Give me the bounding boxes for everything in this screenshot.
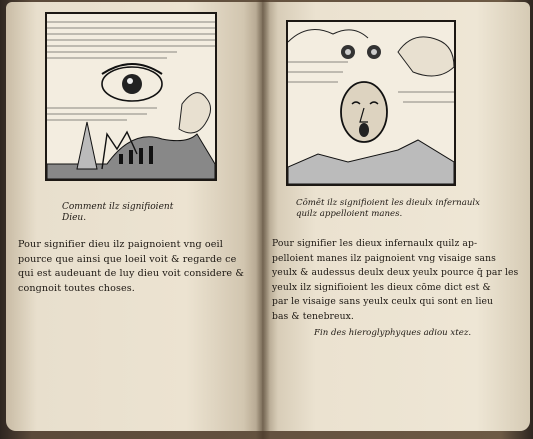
right-paragraph-line: bas & tenebreux. (272, 310, 354, 322)
closing-line: Fin des hieroglyphyques adiou xtez. (314, 328, 472, 338)
left-paragraph-line: pource que ainsi que loeil voit & regarde ce (18, 253, 237, 265)
left-paragraph-line: congnoit toutes choses. (18, 282, 135, 294)
manes-woodcut-illustration (288, 22, 454, 184)
left-page (6, 2, 264, 431)
left-caption-line: Dieu. (62, 213, 87, 223)
right-paragraph-line: par le visaige sans yeulx ceulx qui sont en lieu (272, 296, 494, 308)
right-caption-line: Cōmēt ilz signifioient les dieulx infernaulx (296, 198, 480, 208)
right-paragraph (272, 237, 518, 325)
right-caption (296, 198, 480, 220)
right-paragraph-line: Pour signifier les dieux infernaulx quilz ap- (272, 238, 478, 249)
left-caption-line: Comment ilz signifioient (62, 202, 174, 212)
manes-woodcut (286, 20, 456, 186)
right-caption-line: quilz appelloient manes. (296, 209, 403, 219)
left-caption (62, 202, 173, 224)
right-paragraph-line: yeulx & audessus deulx deux yeulx pource q̃ par les (272, 267, 519, 279)
left-paragraph (18, 238, 244, 296)
left-paragraph-line: Pour signifier dieu ilz paignoient vng oeil (18, 239, 223, 250)
book-gutter (256, 0, 270, 439)
right-page (262, 2, 530, 431)
eye-woodcut-illustration (47, 14, 215, 179)
eye-woodcut (45, 12, 217, 181)
right-paragraph-line: pelloient manes ilz paignoient vng visaige sans (272, 252, 496, 264)
left-paragraph-line: qui est audeuant de luy dieu voit considere & (18, 268, 245, 279)
right-paragraph-line: yeulx ilz signifioient les dieux cōme dict est & (272, 281, 491, 293)
